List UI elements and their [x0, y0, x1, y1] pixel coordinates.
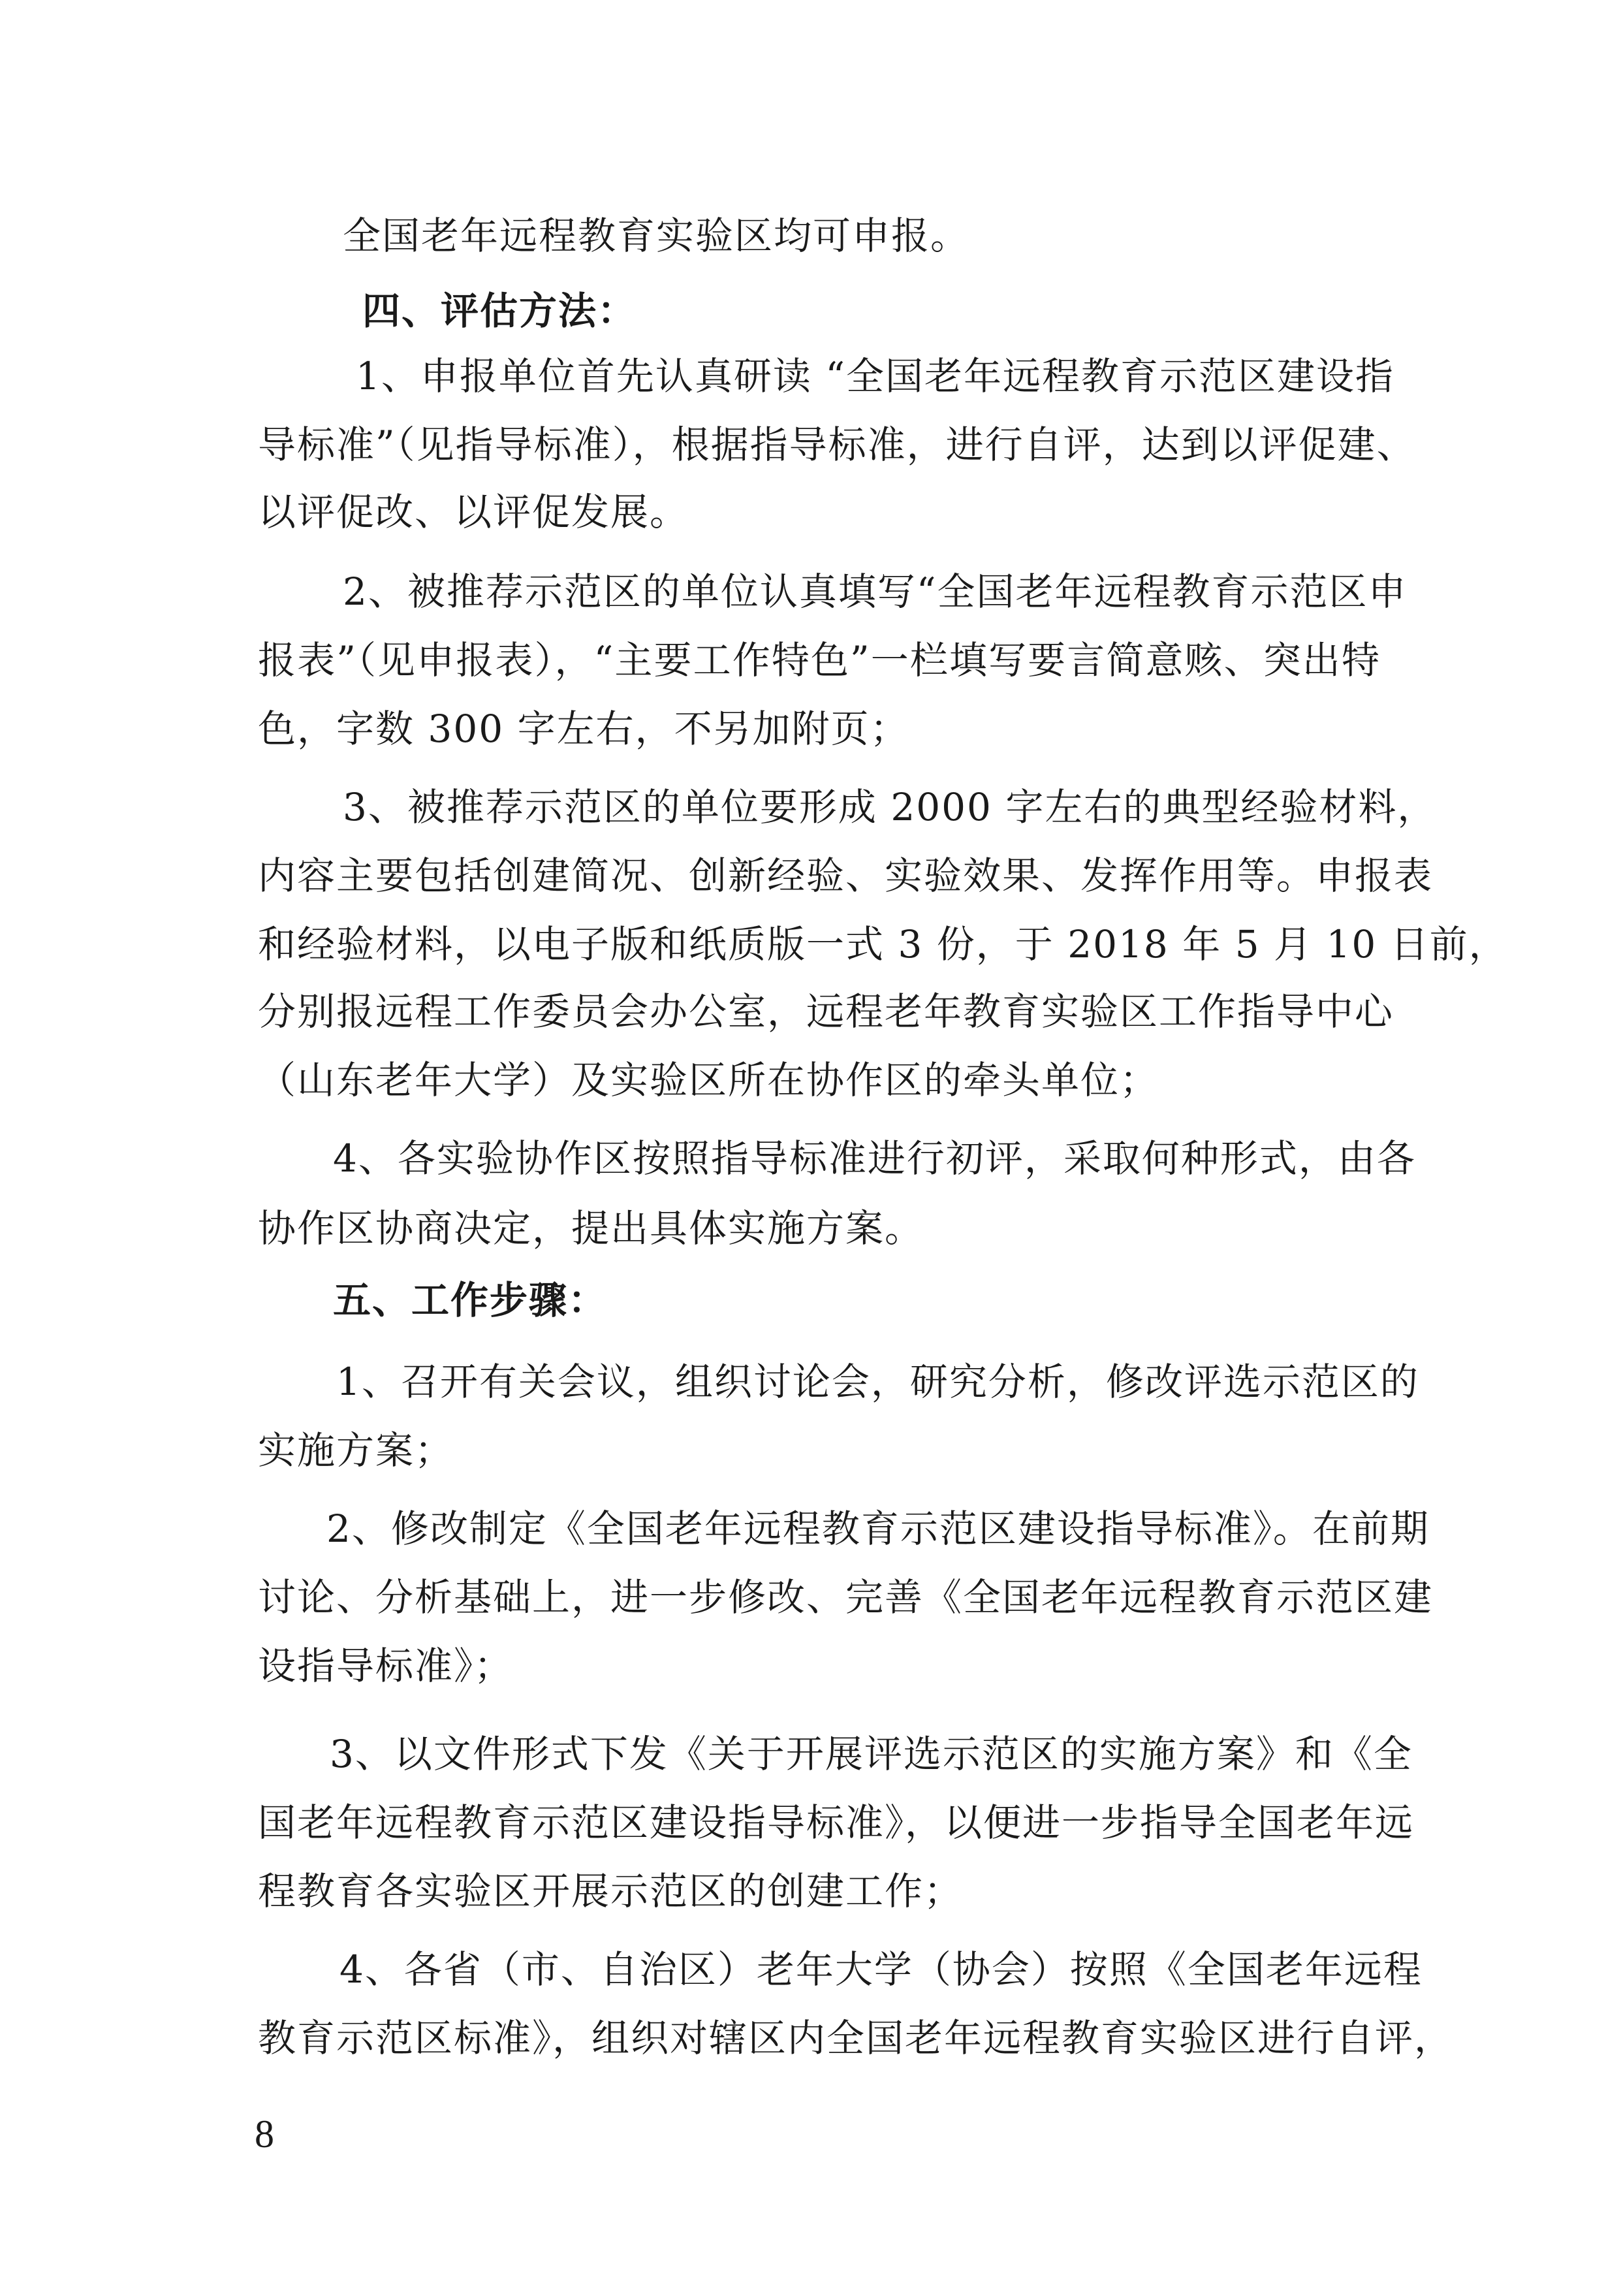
- text-line: 导标准”（见指导标准），根据指导标准，进行自评，达到以评促建、: [258, 423, 1416, 467]
- text-line: 报表”（见申报表），“主要工作特色”一栏填写要言简意赅、突出特: [258, 638, 1381, 682]
- text-line: 1、申报单位首先认真研读 “全国老年远程教育示范区建设指: [356, 354, 1394, 398]
- text-line: （山东老年大学）及实验区所在协作区的牵头单位；: [258, 1058, 1159, 1102]
- text-line: 4、各省（市、自治区）老年大学（协会）按照《全国老年远程: [339, 1947, 1423, 1992]
- text-line: 分别报远程工作委员会办公室，远程老年教育实验区工作指导中心: [258, 989, 1394, 1034]
- text-line: 程教育各实验区开展示范区的创建工作；: [258, 1869, 964, 1913]
- text-line: 讨论、分析基础上，进一步修改、完善《全国老年远程教育示范区建: [258, 1575, 1434, 1619]
- text-line: 实施方案；: [258, 1428, 454, 1473]
- page-number: 8: [255, 2113, 274, 2156]
- text-line: 4、各实验协作区按照指导标准进行初评，采取何种形式，由各: [333, 1136, 1416, 1181]
- section-heading: 五、工作步骤：: [333, 1278, 608, 1322]
- text-line: 3、被推荐示范区的单位要形成 2000 字左右的典型经验材料，: [343, 785, 1437, 829]
- text-line: 2、被推荐示范区的单位认真填写“全国老年远程教育示范区申: [343, 569, 1408, 614]
- text-line: 和经验材料，以电子版和纸质版一式 3 份，于 2018 年 5 月 10 日前，: [258, 922, 1508, 966]
- text-line: 设指导标准》；: [258, 1644, 514, 1688]
- text-line: 2、修改制定《全国老年远程教育示范区建设指导标准》。在前期: [326, 1507, 1430, 1551]
- text-line: 国老年远程教育示范区建设指导标准》，以便进一步指导全国老年远: [258, 1800, 1415, 1845]
- text-line: 协作区协商决定，提出具体实施方案。: [258, 1206, 924, 1251]
- text-line: 教育示范区标准》，组织对辖区内全国老年远程教育实验区进行自评，: [258, 2016, 1454, 2060]
- text-line: 色，字数 300 字左右，不另加附页；: [258, 707, 909, 751]
- text-line: 全国老年远程教育实验区均可申报。: [343, 214, 970, 258]
- section-heading: 四、评估方法：: [362, 289, 637, 333]
- text-line: 1、召开有关会议，组织讨论会，研究分析，修改评选示范区的: [336, 1360, 1419, 1404]
- text-line: 3、以文件形式下发《关于开展评选示范区的实施方案》和《全: [330, 1732, 1413, 1776]
- text-line: 内容主要包括创建简况、创新经验、实验效果、发挥作用等。申报表: [258, 853, 1434, 898]
- text-line: 以评促改、以评促发展。: [258, 490, 689, 534]
